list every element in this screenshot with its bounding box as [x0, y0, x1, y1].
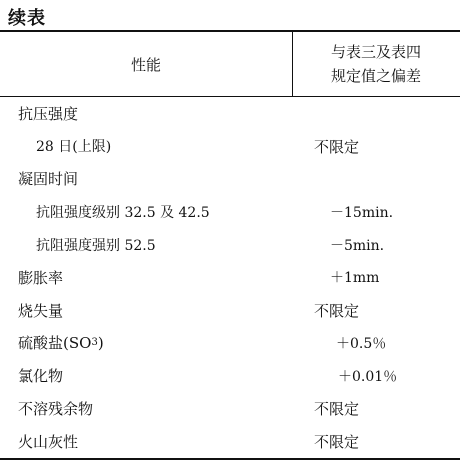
- table-row: [0, 228, 460, 261]
- row-performance: 膨胀率: [18, 268, 64, 287]
- deviation-table: [0, 30, 460, 460]
- header-performance: 性能: [130, 55, 161, 74]
- row-deviation: －5min.: [330, 237, 385, 254]
- row-deviation: ＋0.5％: [336, 335, 387, 352]
- header-deviation-line1: 与表三及表四: [330, 43, 421, 61]
- table-row: [0, 195, 460, 228]
- row-deviation: －15min.: [330, 204, 394, 221]
- row-performance-prefix: 硫酸盐(SO: [18, 334, 92, 353]
- table-caption: 续表: [8, 8, 46, 29]
- table-row: [0, 327, 460, 360]
- table-header: [0, 32, 460, 97]
- row-deviation: 不限定: [314, 432, 360, 451]
- row-deviation: ＋0.01％: [338, 368, 398, 385]
- table-row: [0, 97, 460, 130]
- row-performance: 凝固时间: [18, 170, 79, 189]
- row-performance: 不溶残余物: [18, 400, 94, 419]
- table-row: [0, 130, 460, 163]
- header-deviation: [292, 32, 460, 96]
- table-row: [0, 359, 460, 392]
- row-deviation: 不限定: [314, 400, 360, 419]
- row-performance: 抗阻强度级别 32.5 及 42.5: [36, 204, 210, 221]
- table-row: [0, 261, 460, 294]
- row-performance: 火山灰性: [18, 432, 79, 451]
- table-row: [0, 425, 460, 458]
- table-row: [0, 163, 460, 196]
- row-deviation: 不限定: [314, 137, 360, 156]
- row-performance: 烧失量: [18, 301, 64, 320]
- header-deviation-line2: 规定值之偏差: [330, 67, 421, 85]
- row-performance: 氯化物: [18, 367, 64, 386]
- row-performance-subscript: 3: [91, 337, 98, 349]
- row-deviation: 不限定: [314, 301, 360, 320]
- row-performance: [18, 327, 104, 360]
- row-deviation: ＋1mm: [330, 270, 380, 287]
- row-performance: 抗阻强度强别 52.5: [36, 237, 156, 254]
- row-performance: 28 日(上限): [36, 139, 112, 156]
- row-performance: 抗压强度: [18, 104, 79, 123]
- table-row: [0, 294, 460, 327]
- table-row: [0, 392, 460, 425]
- row-performance-suffix: ): [97, 333, 104, 352]
